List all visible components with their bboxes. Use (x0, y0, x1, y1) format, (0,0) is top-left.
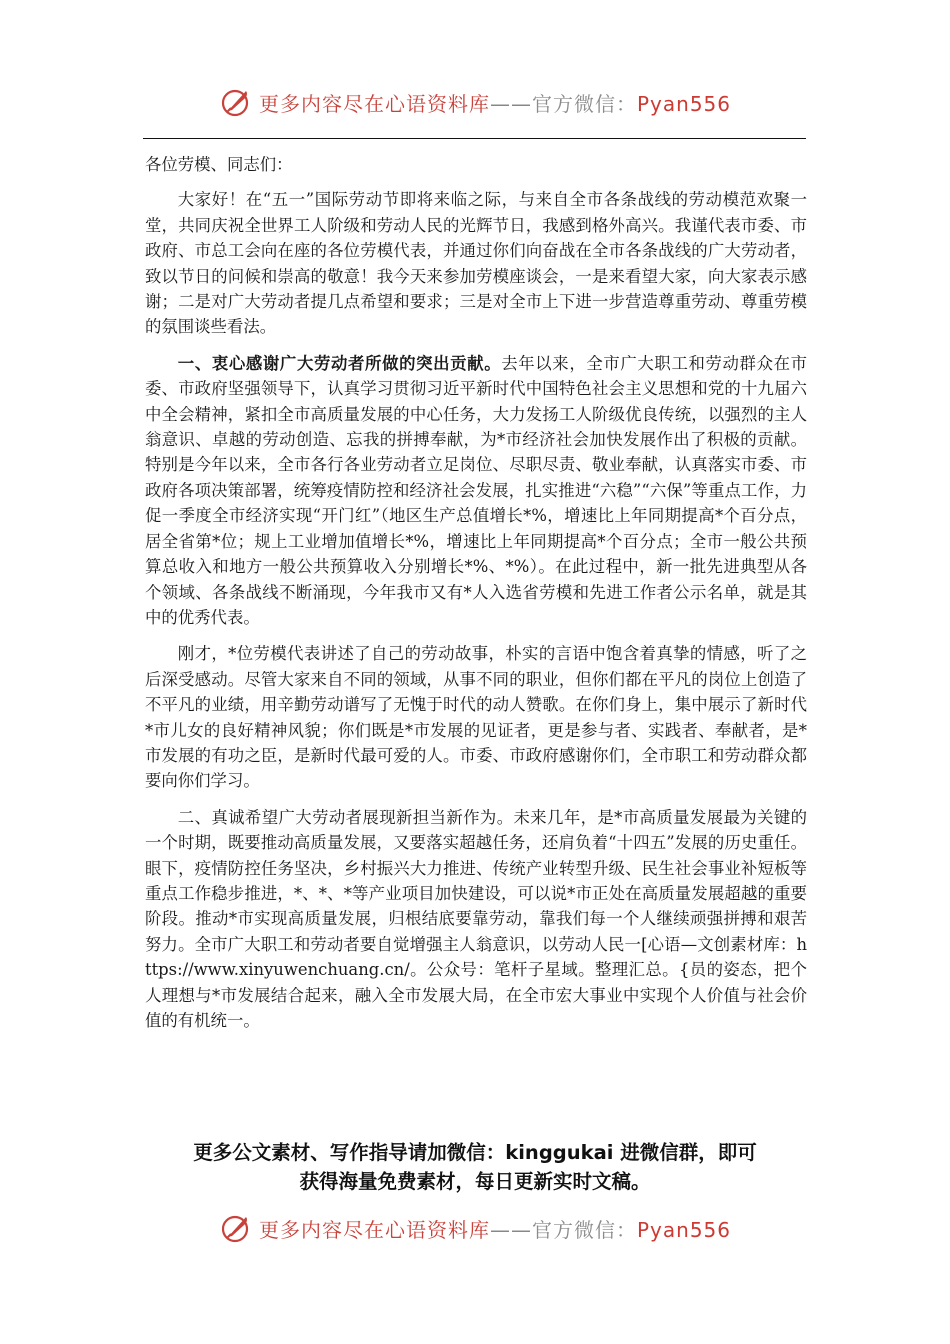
paragraph-intro: 大家好！在“五一”国际劳动节即将来临之际，与来自全市各条战线的劳动模范欢聚一堂，共同庆祝全世界工人阶级和劳动人民的光辉节日，我感到格外高兴。我谨代表市委、市政府、市总工会向在座的各位劳模代表，并通过你们向奋战在全市各条战线的广大劳动者，致以节日的问候和崇高的敬意！我今天来参加劳模座谈会，一是来看望大家，向大家表示感谢；二是对广大劳动者提几点希望和要求；三是对全市上下进一步营造尊重劳动、尊重劳模的氛围谈些看法。 (145, 190, 807, 337)
paragraph-section-two: 二、真诚希望广大劳动者展现新担当新作为。未来几年，是*市高质量发展最为关键的一个时期，既要推动高质量发展，又要落实超越任务，还肩负着“十四五”发展的历史重任。眼下，疫情防控任务坚决，乡村振兴大力推进、传统产业转型升级、民生社会事业补短板等重点工作稳步推进，*、*、*等产业项目加快建设，可以说*市正处在高质量发展超越的重要阶段。推动*市实现高质量发展，归根结底要靠劳动，靠我们每一个人继续顽强拼搏和艰苦努力。全市广大职工和劳动者要自觉增强主人翁意识，以劳动人民一[心语—文创素材库：https://www.xinyuwenchuang.cn/。公众号：笔杆子星域。整理汇总。{员的姿态，把个人理想与*市发展结合起来，融入全市发展大局，在全市宏大事业中实现个人价值与社会价值的有机统一。 (145, 807, 807, 1030)
footer-banner (0, 1208, 950, 1248)
document-body (145, 152, 807, 1044)
promo-line-1: 更多公文素材、写作指导请加微信：kinggukai 进微信群，即可 (193, 1141, 757, 1164)
banner-wechat-id: Pyan556 (636, 91, 731, 116)
banner-prefix: 更多内容尽在心语资料库 (258, 91, 490, 116)
section-one-body: 去年以来，全市广大职工和劳动群众在市委、市政府坚强领导下，认真学习贯彻习近平新时代中国特色社会主义思想和党的十九届六中全会精神，紧扣全市高质量发展的中心任务，大力发扬工人阶级优良传统，以强烈的主人翁意识、卓越的劳动创造、忘我的拼搏奉献，为*市经济社会加快发展作出了积极的贡献。特别是今年以来，全市各行各业劳动者立足岗位、尽职尽责、敬业奉献，认真落实市委、市政府各项决策部署，统筹疫情防控和经济社会发展，扎实推进“六稳”“六保”等重点工作，力促一季度全市经济实现“开门红”（地区生产总值增长*%，增速比上年同期提高*个百分点，居全省第*位；规上工业增加值增长*%，增速比上年同期提高*个百分点；全市一般公共预算总收入和地方一般公共预算收入分别增长*%、*%）。在此过程中，新一批先进典型从各个领域、各条战线不断涌现，今年我市又有*人入选省劳模和先进工作者公示名单，就是其中的优秀代表。 (145, 353, 808, 627)
footer-banner-text (259, 1214, 731, 1243)
header-divider (143, 138, 806, 139)
promo-line-2: 获得海量免费素材，每日更新实时文稿。 (299, 1170, 651, 1193)
greeting: 各位劳模、同志们： (145, 155, 293, 174)
quill-circle-logo (219, 1211, 253, 1245)
footer-banner-label: 官方微信： (531, 1217, 637, 1242)
footer-banner-dash: —— (489, 1217, 532, 1242)
quill-circle-logo (219, 85, 253, 119)
banner-dash: —— (489, 91, 532, 116)
paragraph-section-one (145, 351, 807, 630)
promo-text (140, 1138, 810, 1196)
footer-banner-wechat-id: Pyan556 (636, 1217, 731, 1242)
banner-label: 官方微信： (531, 91, 637, 116)
header-banner (0, 82, 950, 122)
paragraph-model-stories: 刚才，*位劳模代表讲述了自己的劳动故事，朴实的言语中饱含着真挚的情感，听了之后深受感动。尽管大家来自不同的领域，从事不同的职业，但你们都在平凡的岗位上创造了不平凡的业绩，用辛勤劳动谱写了无愧于时代的动人赞歌。在你们身上，集中展示了新时代*市儿女的良好精神风貌；你们既是*市发展的见证者，更是参与者、实践者、奉献者，是*市发展的有功之臣，是新时代最可爱的人。市委、市政府感谢你们，全市职工和劳动群众都要向你们学习。 (145, 644, 807, 791)
footer-banner-prefix: 更多内容尽在心语资料库 (258, 1217, 490, 1242)
section-one-heading: 一、衷心感谢广大劳动者所做的突出贡献。 (177, 353, 502, 373)
banner-text (259, 88, 731, 117)
